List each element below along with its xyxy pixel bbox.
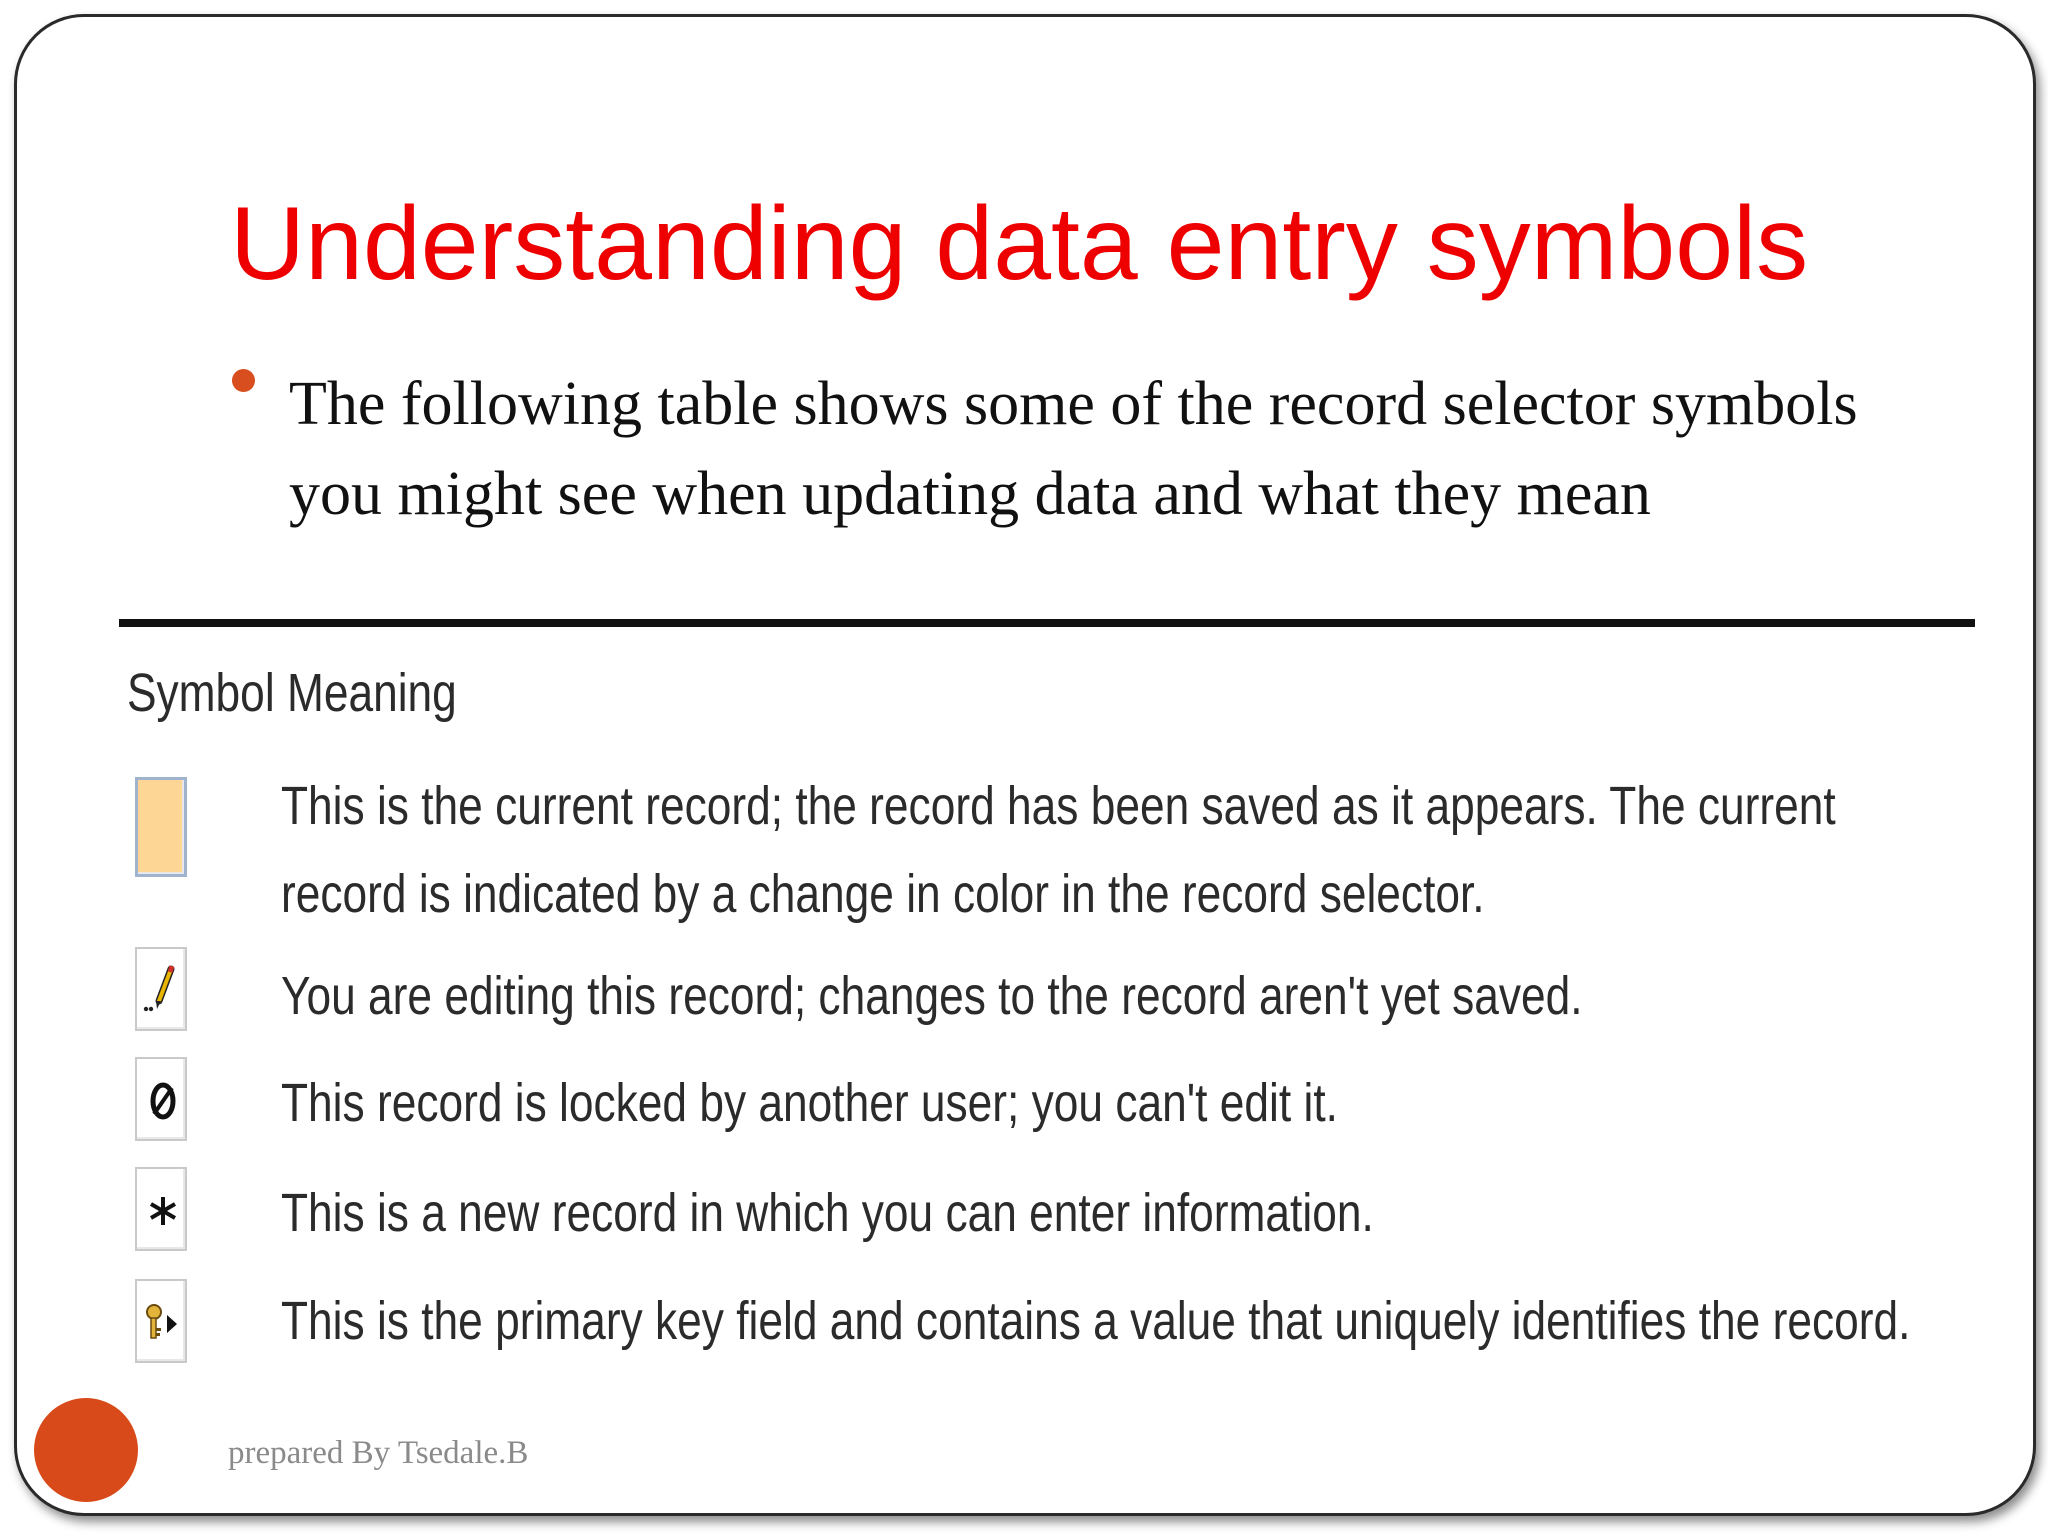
key-icon [135, 1279, 187, 1363]
footer-circle-decoration [34, 1398, 138, 1502]
slide [14, 14, 2036, 1516]
table-row-meaning: This is the primary key field and contains a value that uniquely identifies the record. [281, 1291, 1911, 1351]
asterisk-icon [135, 1167, 187, 1251]
slide-title: Understanding data entry symbols [230, 186, 1809, 302]
table-row-meaning: This is a new record in which you can enter information. [281, 1183, 1374, 1243]
footer-credit: prepared By Tsedale.B [228, 1435, 529, 1471]
table-row-meaning: You are editing this record; changes to the record aren't yet saved. [281, 966, 1583, 1026]
table-row-meaning: This record is locked by another user; you can't edit it. [281, 1073, 1338, 1133]
table-row-meaning: This is the current record; the record has been saved as it appears. The current record is indicated by a change in color in the record selector. [281, 776, 1836, 924]
table-header: Symbol Meaning [127, 663, 457, 723]
table-top-rule [119, 619, 1975, 627]
current-record-indicator [135, 777, 187, 877]
bullet-dot-icon [232, 369, 255, 392]
bullet-text: The following table shows some of the record selector symbols you might see when updating data and what they mean [289, 370, 1858, 528]
pencil-icon [135, 947, 187, 1031]
locked-circle-slash-icon [135, 1057, 187, 1141]
